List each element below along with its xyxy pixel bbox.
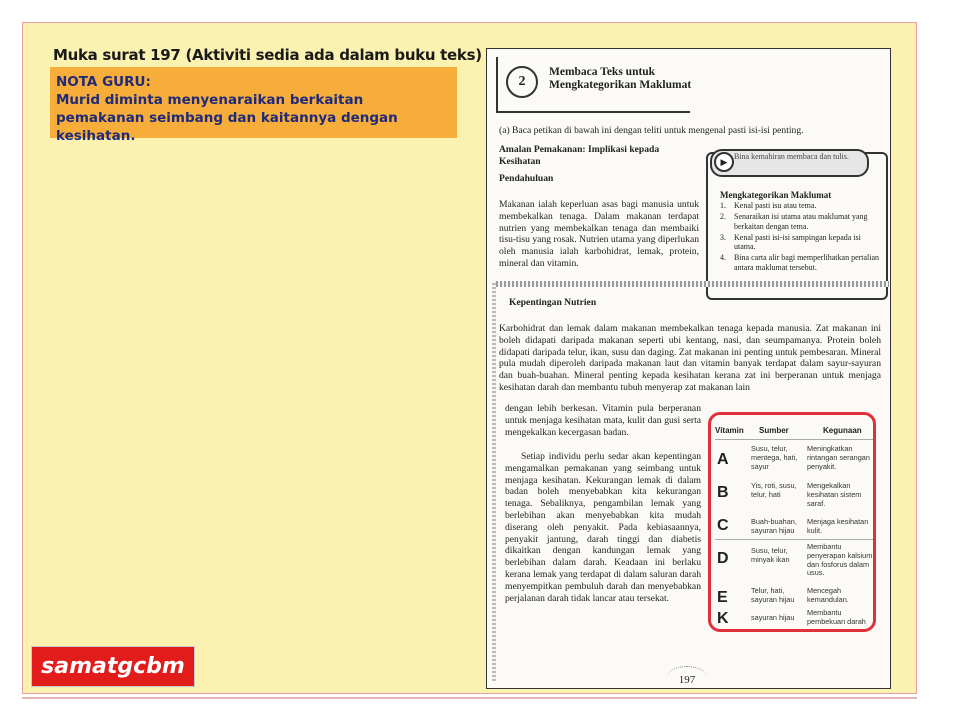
textbook-page-scan bbox=[486, 48, 891, 689]
teacher-note-box bbox=[50, 67, 457, 144]
source-column-header: Sumber bbox=[759, 426, 789, 435]
teacher-note-title: NOTA GURU: bbox=[56, 74, 151, 90]
list-item: 4. Bina carta alir bagi memperlihatkan pertalian antara maklumat tersebut. bbox=[720, 253, 880, 272]
vitamin-source: Susu, telur, mentega, hati, sayur bbox=[751, 444, 798, 471]
unit-number-badge: 2 bbox=[506, 66, 538, 98]
vitamin-source: Telur, hati, sayuran hijau bbox=[751, 586, 795, 604]
list-item: 1. Kenal pasti isu atau tema. bbox=[720, 201, 817, 210]
vitamin-use: Mencegah kemandulan. bbox=[807, 586, 849, 604]
balance-paragraph: Setiap individu perlu sedar akan kepentingan mengamalkan pemakanan yang seimbang untuk menjaga kesihatan. Kekurangan lemak di dalam badan boleh menyebabkan kita kekurangan tenaga. Sebaliknya, pengambilan lemak yang berlebihan akan menyebabkan kita mudah diserang oleh penyakit. Pada kebiasaannya, penyakit jantung, darah tinggi dan diabetis dikaitkan dengan kandungan lemak yang berlebihan dalam darah. Keadaan ini berlaku kerana lemak yang terdapat di dalam saluran darah menyempitkan pembuluh darah dan menyebabkan perjalanan darah tidak lancar atau tersekat. bbox=[505, 451, 701, 604]
vitamin-column-header: Vitamin bbox=[715, 426, 744, 435]
list-item: 3. Kenal pasti isi-isi sampingan kepada isi utama. bbox=[720, 232, 861, 252]
vitamin-source: Susu, telur, minyak ikan bbox=[751, 546, 790, 564]
page-number: 197 bbox=[667, 666, 707, 689]
intro-heading: Pendahuluan bbox=[499, 173, 554, 184]
list-item: 2. Senaraikan isi utama atau maklumat yang berkaitan dengan tema. bbox=[720, 212, 868, 231]
page-title: Muka surat 197 (Aktiviti sedia ada dalam buku teks) bbox=[53, 46, 482, 64]
vitamin-use: Menjaga kesihatan kulit. bbox=[807, 517, 869, 535]
skill-box-title: Mengkategorikan Maklumat bbox=[720, 190, 832, 200]
table-rule bbox=[715, 439, 873, 440]
brand-badge: samatgcbm bbox=[31, 646, 195, 687]
vitamin-letter: K bbox=[717, 610, 729, 627]
torn-edge-side bbox=[492, 281, 496, 681]
instruction-text: (a) Baca petikan di bawah ini dengan teliti untuk mengenal pasti isi-isi penting. bbox=[499, 125, 804, 136]
vitamin-source: Yis, roti, susu, telur, hati bbox=[751, 481, 797, 499]
vitamin-letter: D bbox=[717, 550, 729, 567]
vitamin-letter: E bbox=[717, 589, 728, 606]
play-icon: ▶ bbox=[714, 152, 734, 172]
unit-title: Membaca Teks untuk Mengkategorikan Maklumat bbox=[549, 66, 692, 91]
vitamin-source: sayuran hijau bbox=[751, 613, 795, 622]
teacher-note-body: Murid diminta menyenaraikan berkaitan pemakanan seimbang dan kaitannya dengan kesihatan. bbox=[56, 92, 398, 144]
bottom-divider bbox=[22, 697, 917, 699]
skill-tab-label: Bina kemahiran membaca dan tulis. bbox=[734, 152, 849, 161]
intro-paragraph: Makanan ialah keperluan asas bagi manusia untuk membekalkan tenaga. Dalam makanan terdapat nutrien yang membekalkan tenaga dan membaiki tisu-tisu yang rosak. Nutrien utama yang diperlukan oleh manusia ialah karbohidrat, lemak, protein, mineral dan vitamin. bbox=[499, 199, 699, 269]
vitamin-table-highlight bbox=[708, 412, 876, 632]
nutrient-paragraph-continued: dengan lebih berkesan. Vitamin pula berperanan untuk menjaga kesihatan mata, kulit dan gusi serta mengekalkan kecergasan badan. bbox=[505, 403, 701, 438]
vitamin-use: Meningkatkan rintangan serangan penyakit. bbox=[807, 444, 870, 471]
vitamin-letter: C bbox=[717, 517, 729, 534]
torn-edge-divider bbox=[492, 281, 889, 287]
vitamin-letter: A bbox=[717, 451, 729, 468]
skill-steps-list bbox=[720, 201, 880, 274]
vitamin-source: Buah-buahan, sayuran hijau bbox=[751, 517, 797, 535]
use-column-header: Kegunaan bbox=[823, 426, 862, 435]
vitamin-letter: B bbox=[717, 484, 729, 501]
nutrient-paragraph: Karbohidrat dan lemak dalam makanan membekalkan tenaga kepada manusia. Zat makanan ini boleh didapati daripada makanan seperti ubi kentang, nasi, dan seumpamanya. Protein boleh didapati daripada telur, ikan, susu dan daging. Zat makanan ini penting untuk pembesaran. Mineral pula mudah diperoleh daripada makanan laut dan vitamin banyak terdapat dalam sayur-sayuran dan buah-buahan. Mineral penting kepada kesihatan kerana zat ini berperanan untuk menjaga kesihatan darah dan membantu tubuh menyerap zat makanan lain bbox=[499, 323, 881, 393]
vitamin-use: Mengekalkan kesihatan sistem saraf. bbox=[807, 481, 862, 508]
section-heading: Kepentingan Nutrien bbox=[509, 297, 597, 308]
vitamin-use: Membantu pembekuan darah bbox=[807, 608, 866, 626]
article-title: Amalan Pemakanan: Implikasi kepada Kesihatan bbox=[499, 144, 660, 167]
vitamin-use: Membantu penyerapan kalsium dan fosforus dalam usus. bbox=[807, 542, 873, 578]
table-rule bbox=[715, 539, 873, 540]
